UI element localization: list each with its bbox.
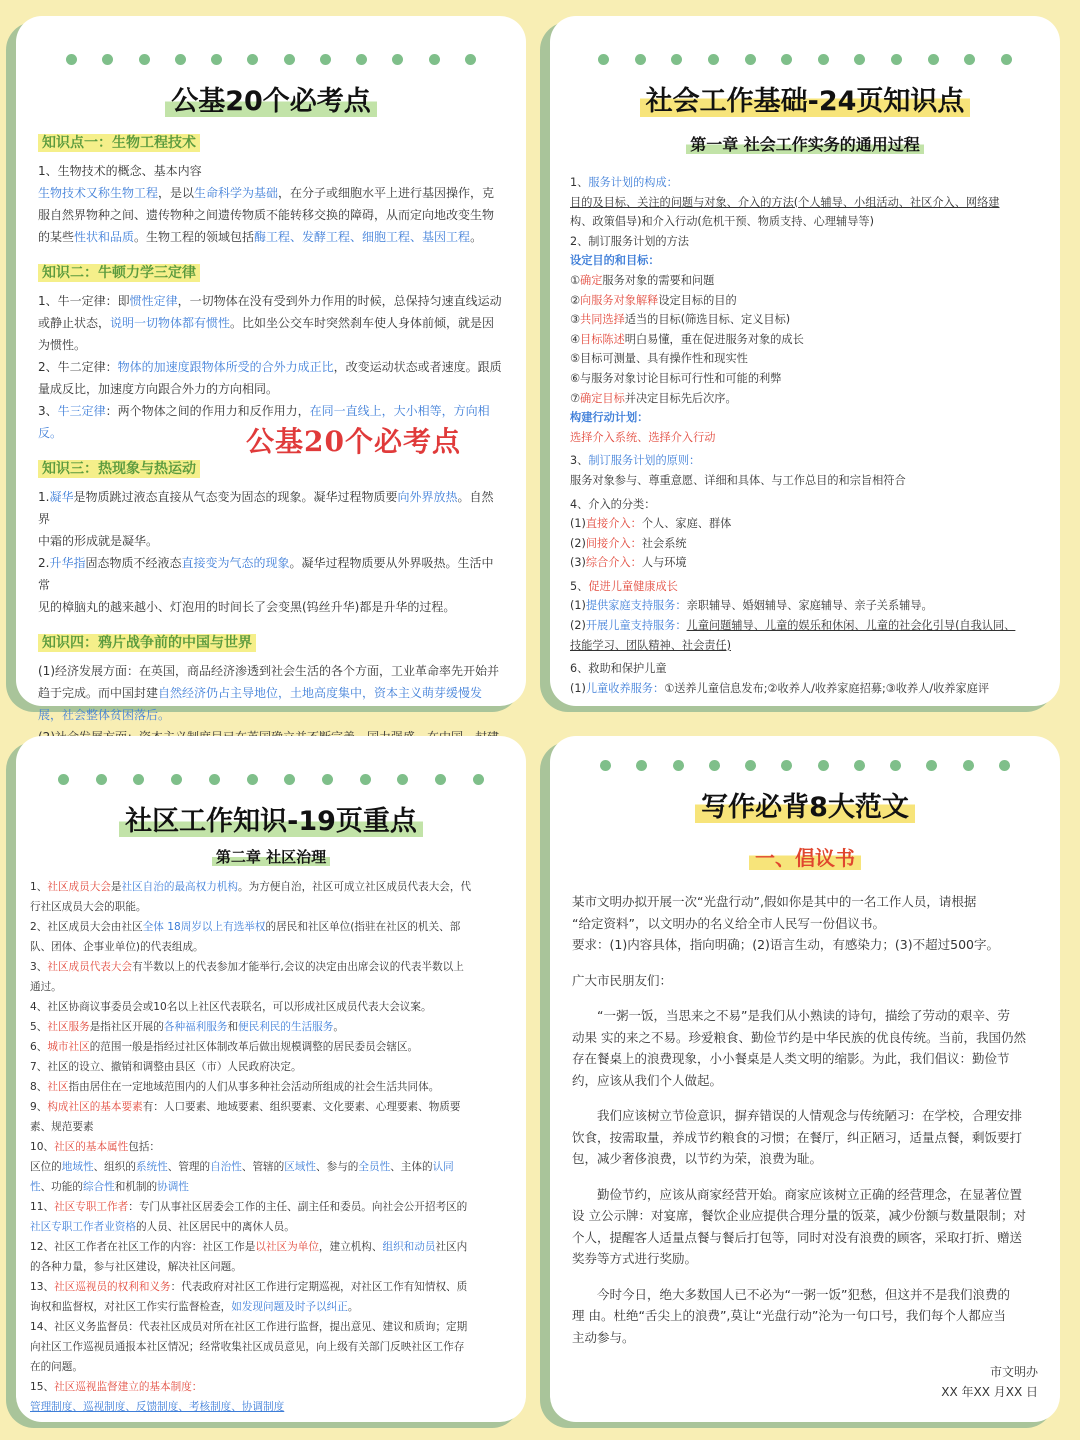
text-line: 展，社会整体贫困落后。 — [38, 708, 171, 722]
text-line: 见的樟脑丸的越来越小、灯泡用的时间长了会变黑(钨丝升华)都是升华的过程。 — [38, 600, 456, 614]
text-line: (1)直接介入：个人、家庭、群体 — [570, 517, 732, 531]
section-heading: 知识点一：生物工程技术 — [38, 132, 504, 152]
text-line: 构建行动计划： — [570, 411, 649, 425]
text-line: (3)综合介入：人与环境 — [570, 556, 687, 570]
prompt-line: “给定资料”，以文明办的名义给全市人民写一份倡议书。 — [572, 915, 885, 931]
text-line: 区位的地域性、组织的系统性、管理的自治性、管辖的区域性、参与的全员性、主体的认同 — [30, 1161, 454, 1173]
text-line: 12、社区工作者在社区工作的内容：社区工作是以社区为单位，建立机构、组织和动员社区内 — [30, 1241, 468, 1253]
text-line: 趋于完成。而中国封建自然经济仍占主导地位，土地高度集中，资本主义萌芽缓慢发 — [38, 686, 483, 700]
text-line: 向社区工作巡视员通报本社区情况；经常收集社区成员意见，向上级有关部门反映社区工作存 — [30, 1341, 465, 1353]
essay-line: 饮食，按需取量，养成节约粮食的习惯；在餐厅，纠正陋习，适量点餐，剩饭要打 — [572, 1129, 1023, 1145]
text-line: 6、救助和保护儿童 — [570, 662, 667, 676]
text-line: 行社区成员大会的职能。 — [30, 901, 147, 913]
essay-line: 个人，提醒客人适量点餐与餐后打包等，同时对没有浪费的顾客，采取打折、赠送 — [572, 1229, 1023, 1245]
chapter-subtitle: 第一章 社会工作实务的通用过程 — [570, 132, 1040, 155]
text-line: 社区专职工作者业资格的人员、社区居民中的离休人员。 — [30, 1221, 295, 1233]
card-title: 社会工作基础-24页知识点 — [570, 79, 1040, 118]
greeting: 广大市民朋友们： — [572, 972, 673, 988]
essay-type-heading: 一、倡议书 — [572, 842, 1038, 871]
text-line: 4、介入的分类： — [570, 497, 656, 511]
essay-line: 今时今日，绝大多数国人已不必为“一粥一饭”犯愁，但这并不是我们浪费的 — [597, 1286, 1010, 1302]
essay-line: 约，应该从我们个人做起。 — [572, 1072, 723, 1088]
text-line: 设定目的和目标： — [570, 254, 660, 268]
chapter-subtitle: 第二章 社区治理 — [30, 846, 512, 867]
text-line: (1)经济发展方面：在英国，商品经济渗透到社会生活的各个方面，工业革命率先开始并 — [38, 664, 500, 678]
text-line: 目的及目标、关注的问题与对象、介入的方法(个人辅导、小组活动、社区介入、网络建 — [570, 195, 1000, 209]
text-line: 反。 — [38, 426, 63, 440]
text-line: 2、制订服务计划的方法 — [570, 234, 689, 248]
text-line: 13、社区巡视员的权利和义务：代表政府对社区工作进行定期巡视，对社区工作有知情权、质 — [30, 1281, 468, 1293]
text-line: 技能学习、团队精神、社会责任) — [570, 638, 731, 652]
text-line: 1.凝华是物质跳过液态直接从气态变为固态的现象。凝华过程物质要向外界放热。自然界 — [38, 490, 494, 526]
text-line: 服务对象参与、尊重意愿、详细和具体、与工作总目的和宗旨相符合 — [570, 473, 906, 487]
text-line: 5、社区服务是指社区开展的各种福利服务和便民利民的生活服务。 — [30, 1021, 344, 1033]
text-line: 素、规范要素 — [30, 1121, 94, 1133]
text-line: 2、牛二定律：物体的加速度跟物体所受的合外力成正比，改变运动状态或者速度。跟质 — [38, 360, 502, 374]
text-line: ③共同选择适当的目标(筛选目标、定义目标) — [570, 313, 791, 327]
decor-dots — [572, 760, 1038, 771]
text-line: 6、城市社区的范围一般是指经过社区体制改革后做出规模调整的居民委员会辖区。 — [30, 1041, 419, 1053]
text-line: 询权和监督权，对社区工作实行监督检查，如发现问题及时予以纠正。 — [30, 1301, 359, 1313]
text-line: 服自然界物种之间、遗传物种之间遗传物质不能转移交换的障碍，从而定向地改变生物 — [38, 208, 495, 222]
card-title: 写作必背8大范文 — [572, 785, 1038, 824]
text-line: 9、构成社区的基本要素有：人口要素、地域要素、组织要素、文化要素、心理要素、物质要 — [30, 1101, 461, 1113]
text-line: 2.升华指固态物质不经液态直接变为气态的现象。凝华过程物质要从外界吸热。生活中常 — [38, 556, 494, 592]
essay-line: 包，减少奢侈浪费，以节约为荣，浪费为耻。 — [572, 1151, 823, 1166]
text-line: (1)儿童收养服务：①送养儿童信息发布;②收养人/收养家庭招募;③收养人/收养家庭评 — [570, 681, 990, 695]
signature-date: XX 年XX 月XX 日 — [941, 1385, 1038, 1399]
section-heading: 知识二：牛顿力学三定律 — [38, 262, 504, 282]
text-line: 3、牛三定律：两个物体之间的作用力和反作用力，在同一直线上，大小相等，方向相 — [38, 404, 490, 418]
text-line: 2、社区成员大会由社区全体 18周岁以上有选举权的居民和社区单位(指驻在社区的机关、部 — [30, 921, 461, 933]
text-line: 的某些性状和品质。生物工程的领域包括酶工程、发酵工程、细胞工程、基因工程。 — [38, 230, 483, 244]
text-line: 1、服务计划的构成： — [570, 176, 678, 189]
text-line: 生物技术又称生物工程，是以生命科学为基础，在分子或细胞水平上进行基因操作，克 — [38, 186, 495, 200]
text-line: ①确定服务对象的需要和问题 — [570, 273, 715, 287]
text-line: 性、功能的综合性和机制的协调性 — [30, 1181, 189, 1193]
text-line: 中霜的形成就是凝华。 — [38, 534, 159, 548]
decor-dots — [30, 774, 512, 785]
text-line: 1、社区成员大会是社区自治的最高权力机构。为方便自治，社区可成立社区成员代表大会，代 — [30, 881, 472, 893]
essay-line: 存在餐桌上的浪费现象，小小餐桌是人类文明的缩影。为此，我们倡议：勤俭节 — [572, 1051, 1010, 1066]
card-writing — [550, 736, 1064, 1426]
prompt-line: 要求：(1)内容具体，指向明确；(2)语言生动，有感染力；(3)不超过500字。 — [572, 937, 999, 952]
card-community-work — [16, 736, 530, 1426]
section-heading: 知识四：鸦片战争前的中国与世界 — [38, 632, 504, 652]
text-line: ⑦确定目标并决定目标先后次序。 — [570, 391, 737, 405]
text-line: 7、社区的设立、撤销和调整由县区（市）人民政府决定。 — [30, 1061, 302, 1073]
text-line: 5、促进儿童健康成长 — [570, 579, 678, 593]
text-line: ⑤目标可测量、具有操作性和现实性 — [570, 352, 748, 366]
essay-line: 勤俭节约，应该从商家经营开始。商家应该树立正确的经营理念，在显著位置 — [597, 1186, 1023, 1202]
essay-line: 理 由。杜绝“舌尖上的浪费”,莫让“光盘行动”沦为一句口号，我们每个人都应当 — [572, 1308, 1006, 1323]
text-line: ⑥与服务对象讨论目标可行性和可能的利弊 — [570, 371, 782, 385]
card-title: 社区工作知识-19页重点 — [30, 799, 512, 838]
text-line: (2)间接介入：社会系统 — [570, 536, 687, 550]
text-line: (1)提供家庭支持服务：亲职辅导、婚姻辅导、家庭辅导、亲子关系辅导。 — [570, 599, 933, 613]
decor-dots — [38, 54, 504, 65]
watermark-stamp: 公基20个必考点 — [246, 425, 461, 458]
essay-line: 主动参与。 — [572, 1329, 635, 1345]
text-line: 管理制度、巡视制度、反馈制度、考核制度、协调制度 — [30, 1401, 285, 1413]
text-line: 15、社区巡视监督建立的基本制度： — [30, 1381, 203, 1393]
section-heading: 知识三：热现象与热运动 — [38, 458, 504, 478]
signature-org: 市文明办 — [989, 1365, 1038, 1379]
text-line: 构、政策倡导)和介入行动(危机干预、物质支持、心理辅导等) — [570, 215, 874, 229]
essay-line: 动果 实的来之不易。珍爱粮食、勤俭节约是中华民族的优良传统。当前，我国仍然 — [572, 1029, 1026, 1045]
text-line: (2)开展儿童支持服务：儿童问题辅导、儿童的娱乐和休闲、儿童的社会化引导(自我认同、 — [570, 619, 1016, 633]
decor-dots — [570, 54, 1040, 65]
text-line: 8、社区指由居住在一定地域范围内的人们从事多种社会活动所组成的社会生活共同体。 — [30, 1081, 440, 1093]
card-gongji — [16, 16, 530, 722]
essay-line: 我们应该树立节俭意识，摒弃错误的人情观念与传统陋习：在学校，合理安排 — [597, 1108, 1023, 1123]
text-line: 3、社区成员代表大会有半数以上的代表参加才能举行,会议的决定由出席会议的代表半数以上 — [30, 961, 464, 973]
text-line: 1、生物技术的概念、基本内容 — [38, 164, 202, 178]
text-line: 选择介入系统、选择介入行动 — [570, 430, 716, 444]
text-line: 队、团体、企事业单位)的代表组成。 — [30, 941, 204, 953]
card-social-work — [550, 16, 1064, 710]
text-line: ②向服务对象解释设定目标的目的 — [570, 293, 737, 307]
text-line: 为惯性。 — [38, 338, 87, 352]
essay-line: “一粥一饭，当思来之不易”是我们从小熟读的诗句，描绘了劳动的艰辛、劳 — [597, 1008, 1010, 1023]
text-line: 在的问题。 — [30, 1361, 83, 1373]
text-line: 通过。 — [30, 981, 62, 993]
text-line: 或静止状态，说明一切物体都有惯性。比如坐公交车时突然刹车使人身体前倾，就是因 — [38, 316, 495, 330]
card-title: 公基20个必考点 — [38, 79, 504, 118]
essay-line: 设 立公示牌：对宴席，餐饮企业应提供合理分量的饭菜，减少份额与数量限制；对 — [572, 1208, 1026, 1223]
text-line: 4、社区协商议事委员会或10名以上社区代表联名，可以形成社区成员代表大会议案。 — [30, 1001, 432, 1013]
prompt-line: 某市文明办拟开展一次“光盘行动”,假如你是其中的一名工作人员，请根据 — [572, 894, 977, 909]
text-line: 11、社区专职工作者：专门从事社区居委会工作的主任、副主任和委员。向社会公开招考区的 — [30, 1201, 468, 1213]
text-line: ④目标陈述明白易懂，重在促进服务对象的成长 — [570, 332, 804, 346]
text-line: 的各种力量，参与社区建设，解决社区问题。 — [30, 1261, 242, 1273]
text-line: 1、牛一定律：即惯性定律，一切物体在没有受到外力作用的时候，总保持匀速直线运动 — [38, 294, 502, 308]
text-line: 量成反比，加速度方向跟合外力的方向相同。 — [38, 382, 279, 396]
essay-line: 奖券等方式进行奖励。 — [572, 1251, 698, 1266]
text-line: 10、社区的基本属性包括： — [30, 1141, 161, 1153]
text-line: 3、制订服务计划的原则： — [570, 454, 701, 468]
text-line: 14、社区义务监督员：代表社区成员对所在社区工作进行监督，提出意见、建议和质询；定期 — [30, 1321, 468, 1333]
